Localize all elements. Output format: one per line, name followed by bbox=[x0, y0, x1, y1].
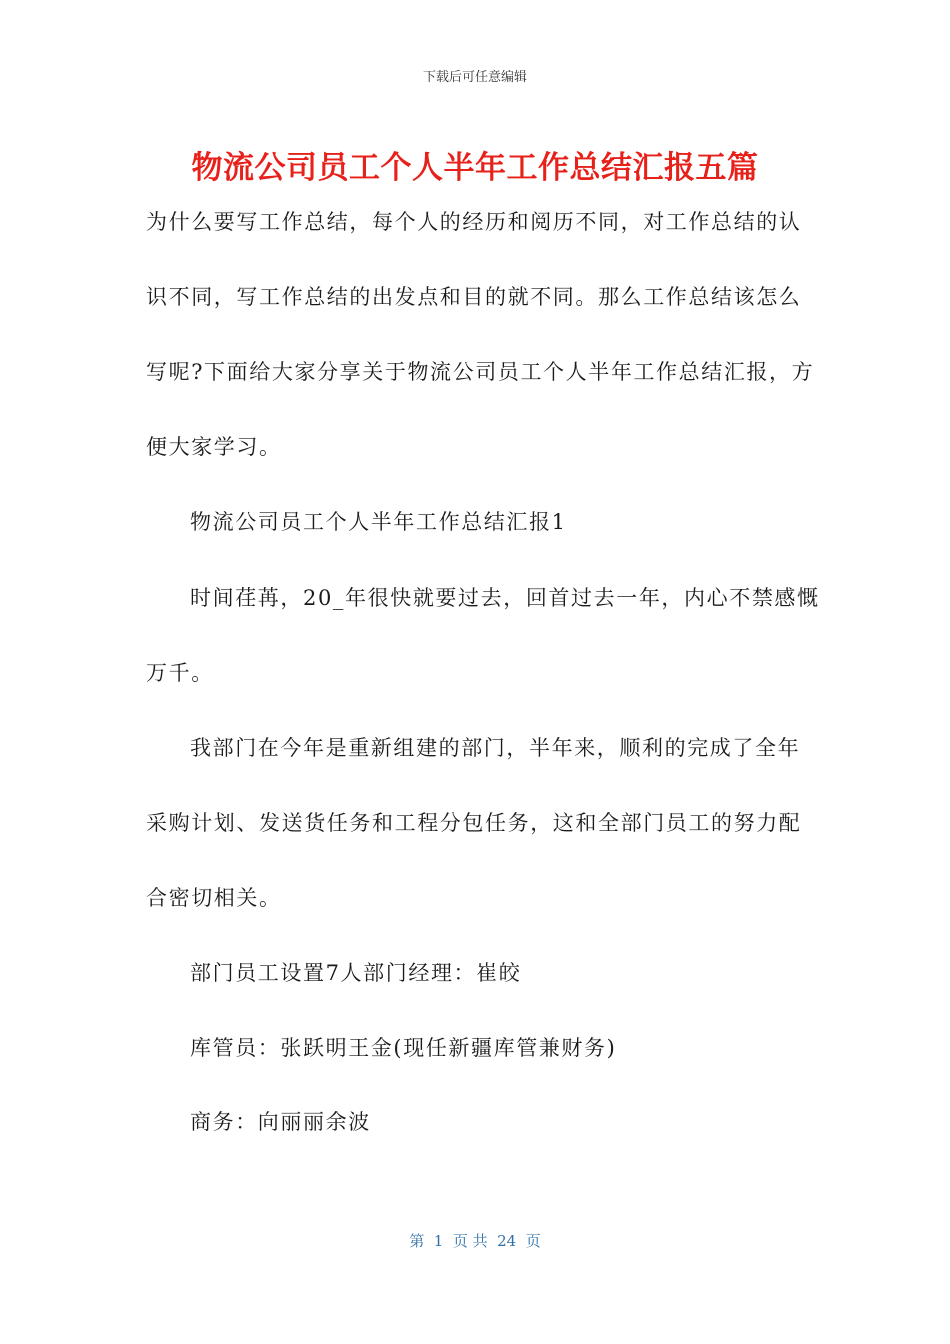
paragraph-line: 部门员工设置7人部门经理：崔皎 bbox=[190, 961, 522, 985]
page-footer: 第 1 页 共 24 页 bbox=[409, 1232, 541, 1250]
paragraph-line: 识不同，写工作总结的出发点和目的就不同。那么工作总结该怎么 bbox=[146, 285, 802, 309]
paragraph-line: 写呢?下面给大家分享关于物流公司员工个人半年工作总结汇报，方 bbox=[146, 360, 815, 384]
paragraph-line: 商务：向丽丽余波 bbox=[190, 1110, 371, 1134]
paragraph-line: 便大家学习。 bbox=[146, 435, 282, 459]
paragraph-line: 合密切相关。 bbox=[146, 886, 282, 910]
paragraph-line: 采购计划、发送货任务和工程分包任务，这和全部门员工的努力配 bbox=[146, 811, 802, 835]
paragraph-line: 万千。 bbox=[146, 661, 214, 685]
paragraph-line: 我部门在今年是重新组建的部门，半年来，顺利的完成了全年 bbox=[190, 736, 801, 760]
paragraph-line: 库管员：张跃明王金(现任新疆库管兼财务) bbox=[190, 1036, 617, 1060]
paragraph-line: 时间荏苒，20_年很快就要过去，回首过去一年，内心不禁感慨 bbox=[190, 586, 820, 610]
section-heading: 物流公司员工个人半年工作总结汇报1 bbox=[190, 510, 567, 534]
header-note: 下载后可任意编辑 bbox=[422, 70, 527, 85]
paragraph-line: 为什么要写工作总结，每个人的经历和阅历不同，对工作总结的认 bbox=[146, 210, 802, 234]
document-title: 物流公司员工个人半年工作总结汇报五篇 bbox=[191, 150, 759, 186]
